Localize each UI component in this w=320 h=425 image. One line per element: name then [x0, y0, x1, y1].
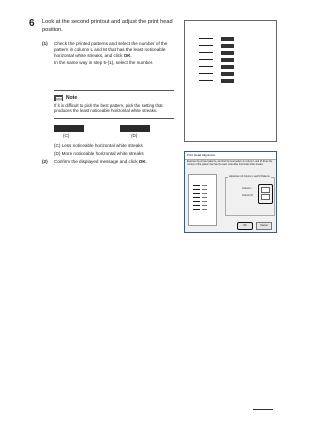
adjustment-group-label: Adjustment of Column L and M Patterns: [229, 176, 270, 178]
pattern-line: [199, 45, 213, 46]
dialog-ok-button[interactable]: OK: [237, 222, 253, 230]
sample-d-caption: (D): [131, 133, 138, 138]
note-top-rule: [54, 90, 174, 91]
pattern-block: [221, 51, 234, 55]
pattern-block: [221, 58, 234, 62]
pattern-line: [199, 38, 213, 39]
pattern-block: [221, 79, 234, 83]
pattern-block: [221, 65, 234, 69]
print-head-alignment-dialog: [184, 151, 277, 233]
column-m-label: Column M:: [242, 195, 254, 197]
substep-2-number: (2): [42, 159, 48, 164]
pattern-line: [199, 80, 213, 81]
substep-1-number: (1): [42, 41, 48, 46]
pattern-block: [221, 44, 234, 48]
substep-1-text: Check the printed patterns and select the number of the pattern in column L and M that has the least noticeable horizontal white streaks, and click OK. In the same way in step 5-(1), select the number.: [54, 41, 168, 65]
page-footer-rule: [253, 409, 273, 410]
spinner-highlight: [258, 184, 273, 204]
note-bottom-rule: [54, 118, 174, 119]
note-title: Note: [66, 94, 78, 101]
column-l-label: Column L:: [242, 188, 253, 190]
printout-pattern-figure: [184, 20, 277, 142]
substep-2-text: Confirm the displayed message and click OK.: [54, 159, 147, 164]
dialog-message: Examine the printed patterns, and find the best pattern in column L and M. Enter the number of the pattern that has the least noticeable horizontal white streaks.: [187, 161, 273, 166]
legend-c: (C) Less noticeable horizontal white streaks: [54, 143, 143, 148]
sample-c-pattern: [54, 125, 84, 132]
dialog-title: Print Head Alignment: [185, 152, 276, 160]
note-icon: [54, 95, 63, 101]
dialog-cancel-button[interactable]: Cancel: [256, 222, 272, 230]
note-body: If it is difficult to pick the best pattern, pick the setting that produces the least noticeable horizontal white streaks.: [54, 103, 163, 113]
pattern-block: [221, 37, 234, 41]
pattern-line: [199, 52, 213, 53]
step-title: Look at the second printout and adjust the print head position.: [42, 19, 173, 33]
pattern-line: [199, 73, 213, 74]
pattern-block: [221, 72, 234, 76]
legend-d: (D) More noticeable horizontal white streaks: [54, 151, 144, 156]
pattern-line: [199, 59, 213, 60]
sample-c-caption: (C): [63, 133, 70, 138]
sample-d-pattern: [120, 125, 150, 132]
dialog-pattern-preview: [188, 174, 217, 226]
pattern-line: [199, 66, 213, 67]
adjustment-group: [225, 177, 275, 216]
step-number: 6: [29, 18, 35, 29]
